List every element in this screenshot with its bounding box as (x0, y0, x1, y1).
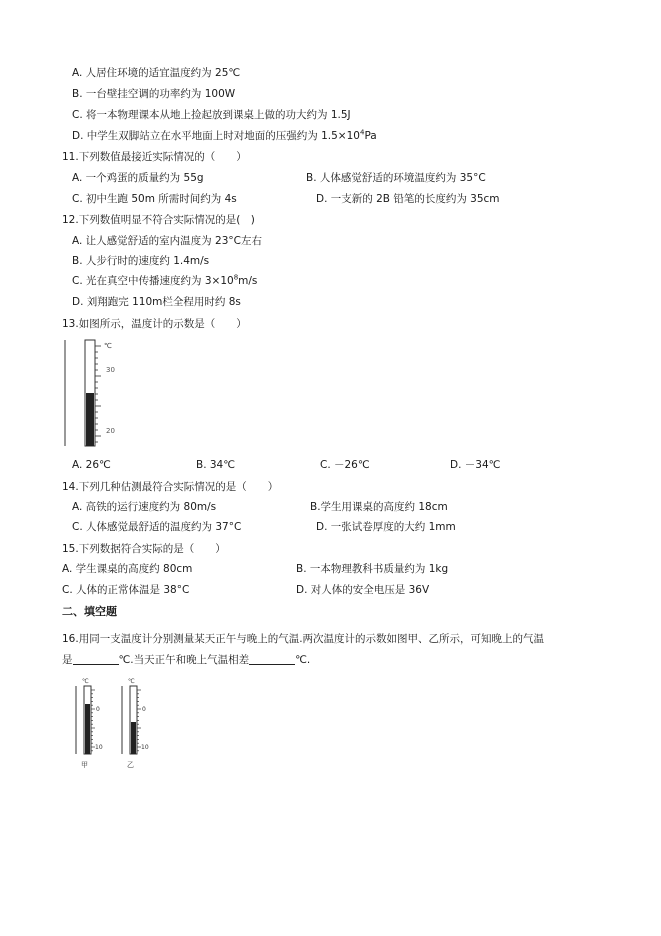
option-d: D. 中学生双脚站立在水平地面上时对地面的压强约为 $1.5\times 10^4Pa$ (72, 128, 377, 142)
mercury-column-jia (85, 704, 90, 754)
tick-label-0-yi: 0 (142, 706, 146, 713)
answer-blank-1[interactable] (73, 653, 119, 665)
q15-option-c: C. 人体的正常体温是 38°C (62, 584, 190, 596)
answer-blank-2[interactable] (249, 653, 295, 665)
q15-option-b: B. 一本物理教科书质量约为 1kg (296, 563, 449, 575)
thermometer-figure (62, 338, 132, 448)
q13-option-b: B. 34℃ (196, 459, 236, 471)
tick-label-0-jia: 0 (96, 706, 100, 713)
thermometer-yi (122, 678, 149, 769)
q15-option-a: A. 学生课桌的高度约 80cm (62, 563, 193, 575)
q14-option-c: C. 人体感觉最舒适的温度约为 37°C (72, 521, 242, 533)
q12-option-a: A. 让人感觉舒适的室内温度为 23°C左右 (72, 235, 262, 247)
q13-option-c: C. －26℃ (320, 459, 370, 471)
question-14-stem: 14.下列几种估测最符合实际情况的是（ ） (62, 481, 279, 493)
q14-option-d: D. 一张试卷厚度的大约 1mm (316, 521, 456, 533)
tick-label-30: 30 (106, 366, 115, 374)
question-16-stem: 16.用同一支温度计分别测量某天正午与晚上的气温.两次温度计的示数如图甲、乙所示，可知晚上的气温 (62, 633, 545, 645)
question-11-stem: 11.下列数值最接近实际情况的（ ） (62, 151, 247, 163)
q14-option-b: B.学生用课桌的高度约 18cm (310, 501, 448, 513)
question-15-stem: 15.下列数据符合实际的是（ ） (62, 543, 226, 555)
unit-label-yi: ℃ (128, 678, 135, 685)
q13-option-a: A. 26℃ (72, 459, 111, 471)
option-a: A. 人居住环境的适宜温度约为 25℃ (72, 67, 241, 79)
q12-option-d: D. 刘翔跑完 110m栏全程用时约 8s (72, 296, 241, 308)
mercury-column (86, 393, 94, 446)
thermometer-jia (76, 678, 103, 769)
thermometer-pair-figure (72, 676, 162, 770)
q12-option-b: B. 人步行时的速度约 1.4m/s (72, 255, 210, 267)
question-16-blanks: 是 ℃.当天正午和晚上气温相差 ℃. (62, 654, 311, 666)
tick-label-10-jia: 10 (95, 744, 103, 751)
q12-option-c: C. 光在真空中传播速度约为 $3\times 10^8m/s$ (72, 273, 258, 287)
tick-label-10-yi: 10 (141, 744, 149, 751)
question-13-stem: 13.如图所示，温度计的示数是（ ） (62, 318, 247, 330)
tick-label-20: 20 (106, 427, 115, 435)
figure-label-jia: 甲 (81, 761, 88, 769)
q15-option-d: D. 对人体的安全电压是 36V (296, 584, 430, 596)
q11-option-c: C. 初中生跑 50m 所需时间约为 4s (72, 193, 237, 205)
q11-option-b: B. 人体感觉舒适的环境温度约为 35°C (306, 172, 486, 184)
unit-label-jia: ℃ (82, 678, 89, 685)
q14-option-a: A. 高铁的运行速度约为 80m/s (72, 501, 217, 513)
option-c: C. 将一本物理课本从地上捡起放到课桌上做的功大约为 1.5J (72, 109, 351, 121)
q11-option-a: A. 一个鸡蛋的质量约为 55g (72, 172, 204, 184)
mercury-column-yi (131, 722, 136, 754)
section-title: 二、填空题 (62, 605, 117, 618)
option-b: B. 一台壁挂空调的功率约为 100W (72, 88, 236, 100)
question-12-stem: 12.下列数值明显不符合实际情况的是( ) (62, 214, 255, 226)
unit-label: ℃ (104, 342, 112, 350)
q11-option-d: D. 一支新的 2B 铅笔的长度约为 35cm (316, 193, 500, 205)
figure-label-yi: 乙 (127, 761, 134, 769)
q13-option-d: D. －34℃ (450, 459, 501, 471)
